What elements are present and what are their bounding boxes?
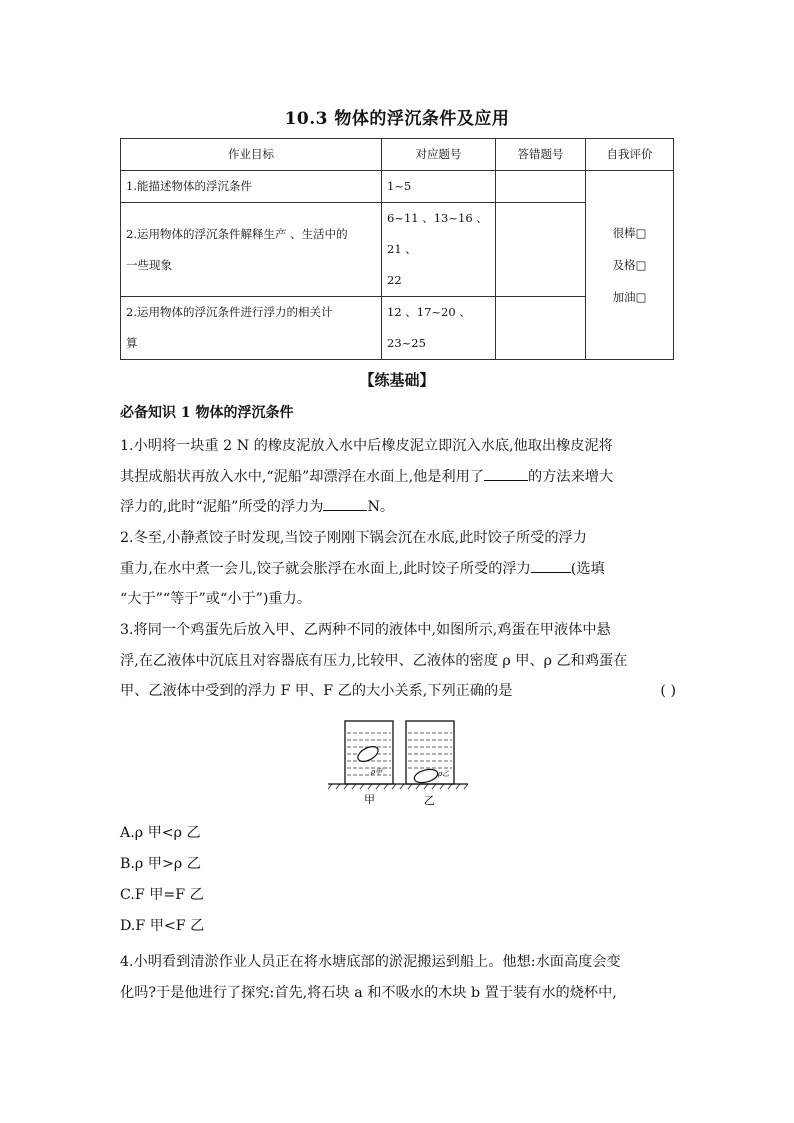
header-numbers: 对应题号: [382, 139, 496, 171]
option-a[interactable]: A.ρ 甲<ρ 乙: [120, 825, 201, 841]
header-evaluation: 自我评价: [586, 139, 674, 171]
wrong-cell[interactable]: [496, 297, 586, 360]
table-row: [121, 171, 674, 203]
answer-paren[interactable]: ( ): [660, 683, 676, 699]
evaluation-cell: [586, 171, 674, 360]
question-4: 4.小明看到清淤作业人员正在将水塘底部的淤泥搬运到船上。他想:水面高度会变 化吗?于是他进行了探究:首先,将石块 a 和不吸水的木块 b 置于装有水的烧杯中,: [120, 954, 621, 1001]
beaker-right: [406, 721, 454, 785]
beaker-left: [345, 721, 393, 784]
answer-blank[interactable]: [484, 466, 528, 481]
figure-label-right: 乙: [424, 794, 435, 807]
answer-blank[interactable]: [531, 558, 571, 573]
rho-right-label: ρ乙: [438, 770, 450, 778]
option-d[interactable]: D.F 甲<F 乙: [120, 918, 205, 934]
wrong-cell[interactable]: [496, 171, 586, 203]
knowledge-heading: 必备知识 1 物体的浮沉条件: [120, 405, 294, 421]
objectives-table: [120, 138, 674, 360]
numbers-cell: 12 、17~20 、23~25: [382, 297, 496, 360]
table-header-row: [121, 139, 674, 171]
option-b[interactable]: B.ρ 甲>ρ 乙: [120, 856, 201, 872]
egg-icon: [413, 767, 439, 785]
question-2: 2.冬至,小静煮饺子时发现,当饺子刚刚下锅会沉在水底,此时饺子所受的浮力 重力,在水中煮一会儿,饺子就会胀浮在水面上,此时饺子所受的浮力 (选填 “大于”“等于”或“小于”)重力。: [120, 530, 605, 607]
eval-option-pass[interactable]: 及格□: [612, 258, 647, 272]
figure-label-left: 甲: [364, 793, 375, 806]
page-title: 10.3 物体的浮沉条件及应用: [284, 109, 510, 129]
numbers-cell: 1~5: [382, 171, 496, 203]
question-3: 3.将同一个鸡蛋先后放入甲、乙两种不同的液体中,如图所示,鸡蛋在甲液体中悬 浮,在乙液体中沉底且对容器底有压力,比较甲、乙液体的密度 ρ 甲、ρ 乙和鸡蛋在 甲、乙液体中受到的浮力 F 甲、F 乙的大小关系,下列正确的是 ( ): [120, 615, 676, 707]
question-1: 1.小明将一块重 2 N 的橡皮泥放入水中后橡皮泥立即沉入水底,他取出橡皮泥将 其捏成船状再放入水中,“泥船”却漂浮在水面上,他是利用了 的方法来增大 浮力的,此时“泥船”所受的浮力为 N。: [120, 438, 614, 515]
goal-cell: 2.运用物体的浮沉条件进行浮力的相关计 算: [121, 297, 382, 360]
goal-cell: 2.运用物体的浮沉条件解释生产 、生活中的 一些现象: [121, 203, 382, 297]
eval-option-effort[interactable]: 加油□: [612, 290, 647, 304]
header-wrong: 答错题号: [496, 139, 586, 171]
goal-cell: 1.能描述物体的浮沉条件: [121, 171, 382, 203]
option-c[interactable]: C.F 甲=F 乙: [120, 887, 204, 903]
beaker-figure: [328, 713, 468, 813]
numbers-cell: 6~11 、13~16 、21 、 22: [382, 203, 496, 297]
rho-left-label: ρ甲: [371, 768, 383, 776]
wrong-cell[interactable]: [496, 203, 586, 297]
answer-blank[interactable]: [323, 496, 367, 511]
section-title: 【练基础】: [359, 371, 435, 389]
header-goal: 作业目标: [121, 139, 382, 171]
eval-option-great[interactable]: 很棒□: [612, 226, 647, 240]
